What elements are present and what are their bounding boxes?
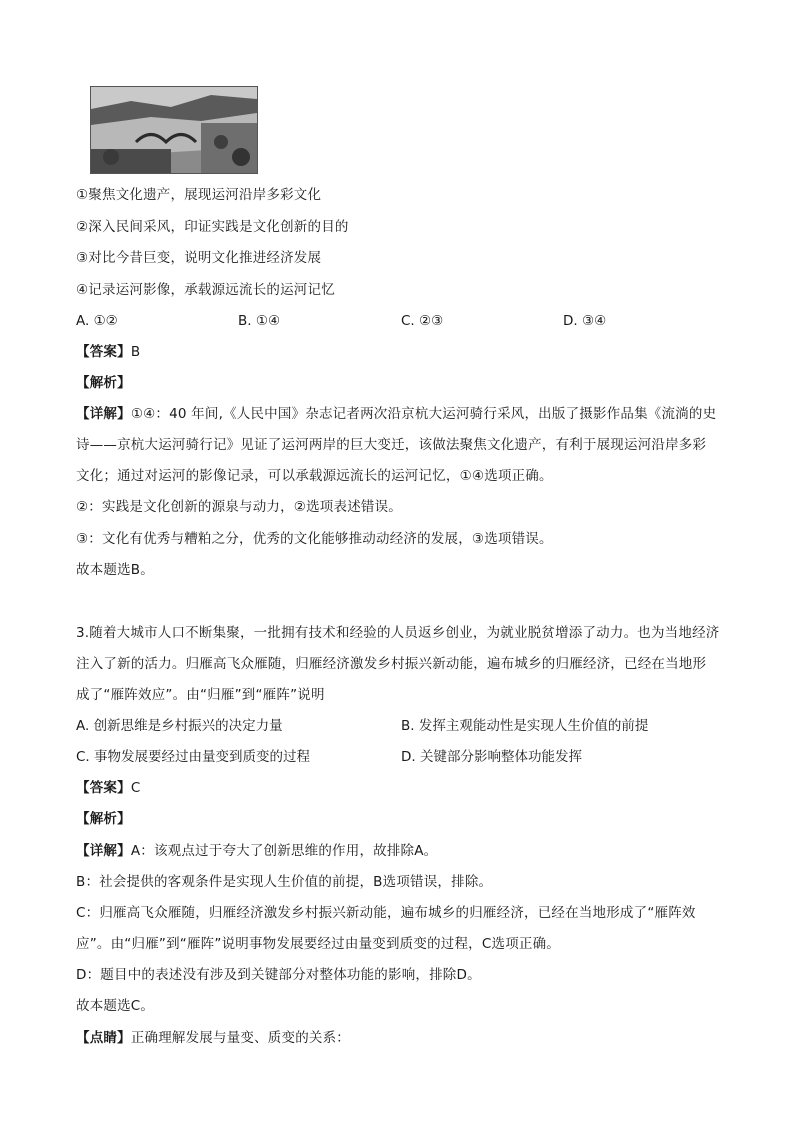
option-d: D. ③④ — [563, 313, 607, 329]
detail-line-1 — [76, 405, 716, 423]
q3-answer-line — [76, 779, 140, 797]
detail-text-1: ①④：40 年间,《人民中国》杂志记者两次沿京杭大运河骑行采风，出版了摄影作品集《流淌的史 — [130, 406, 717, 422]
detail-line-3: 文化；通过对运河的影像记录，可以承载源远流长的运河记忆，①④选项正确。 — [76, 468, 553, 484]
q3-stem-3: 成了“雁阵效应”。由“归雁”到“雁阵”说明 — [76, 687, 325, 703]
conclusion-q2: 故本题选B。 — [76, 562, 154, 578]
q3-conclusion: 故本题选C。 — [76, 998, 155, 1014]
option-c: C. ②③ — [401, 313, 444, 329]
note-2: ②：实践是文化创新的源泉与动力，②选项表述错误。 — [76, 499, 403, 515]
q3-option-b: B. 发挥主观能动性是实现人生价值的前提 — [401, 718, 649, 734]
q3-answer-value: C — [130, 780, 141, 796]
q3-tip-line — [76, 1029, 350, 1047]
statement-1: ①聚焦文化遗产，展现运河沿岸多彩文化 — [76, 187, 322, 203]
q3-stem-2: 注入了新的活力。归雁高飞众雁随，归雁经济激发乡村振兴新动能，遍布城乡的归雁经济，已经在当地形 — [76, 656, 707, 672]
q3-option-c: C. 事物发展要经过由量变到质变的过程 — [76, 749, 311, 765]
q3-stem-1: 3.随着大城市人口不断集聚，一批拥有技术和经验的人员返乡创业，为就业脱贫增添了动力。也为当地经济 — [76, 625, 720, 641]
q3-detail-label: 【详解】 — [76, 843, 131, 859]
canal-photo — [90, 86, 258, 174]
answer-line — [76, 343, 140, 361]
detail-line-2: 诗——京杭大运河骑行记》见证了运河两岸的巨大变迁，该做法聚焦文化遗产，有利于展现运河沿岸多彩 — [76, 437, 707, 453]
q3-detail-c-1: C：归雁高飞众雁随，归雁经济激发乡村振兴新动能，遍布城乡的归雁经济，已经在当地形成了“雁阵效 — [76, 905, 696, 921]
q3-answer-label: 【答案】 — [76, 780, 131, 796]
option-a: A. ①② — [76, 313, 118, 329]
q3-tip-label: 【点睛】 — [76, 1030, 131, 1046]
analysis-label: 【解析】 — [76, 375, 131, 391]
answer-label: 【答案】 — [76, 344, 131, 360]
statement-3: ③对比今昔巨变，说明文化推进经济发展 — [76, 250, 322, 266]
q3-analysis-label: 【解析】 — [76, 811, 131, 827]
q3-detail-b: B：社会提供的客观条件是实现人生价值的前提，B选项错误，排除。 — [76, 874, 493, 890]
q3-tip-text: 正确理解发展与量变、质变的关系： — [130, 1030, 351, 1046]
statement-4: ④记录运河影像，承载源远流长的运河记忆 — [76, 282, 335, 298]
detail-label: 【详解】 — [76, 406, 131, 422]
statement-2: ②深入民间采风，印证实践是文化创新的目的 — [76, 219, 349, 235]
q3-detail-d: D：题目中的表述没有涉及到关键部分对整体功能的影响，排除D。 — [76, 967, 481, 983]
q3-option-a: A. 创新思维是乡村振兴的决定力量 — [76, 718, 283, 734]
q3-option-d: D. 关键部分影响整体功能发挥 — [401, 749, 582, 765]
q3-detail-a: A：该观点过于夸大了创新思维的作用，故排除A。 — [130, 843, 438, 859]
note-3: ③：文化有优秀与糟粕之分，优秀的文化能够推动动经济的发展，③选项错误。 — [76, 531, 553, 547]
q3-detail-a-line — [76, 842, 437, 860]
option-b: B. ①④ — [238, 313, 281, 329]
answer-value: B — [130, 344, 141, 360]
q3-detail-c-2: 应”。由“归雁”到“雁阵”说明事物发展要经过由量变到质变的过程，C选项正确。 — [76, 936, 560, 952]
